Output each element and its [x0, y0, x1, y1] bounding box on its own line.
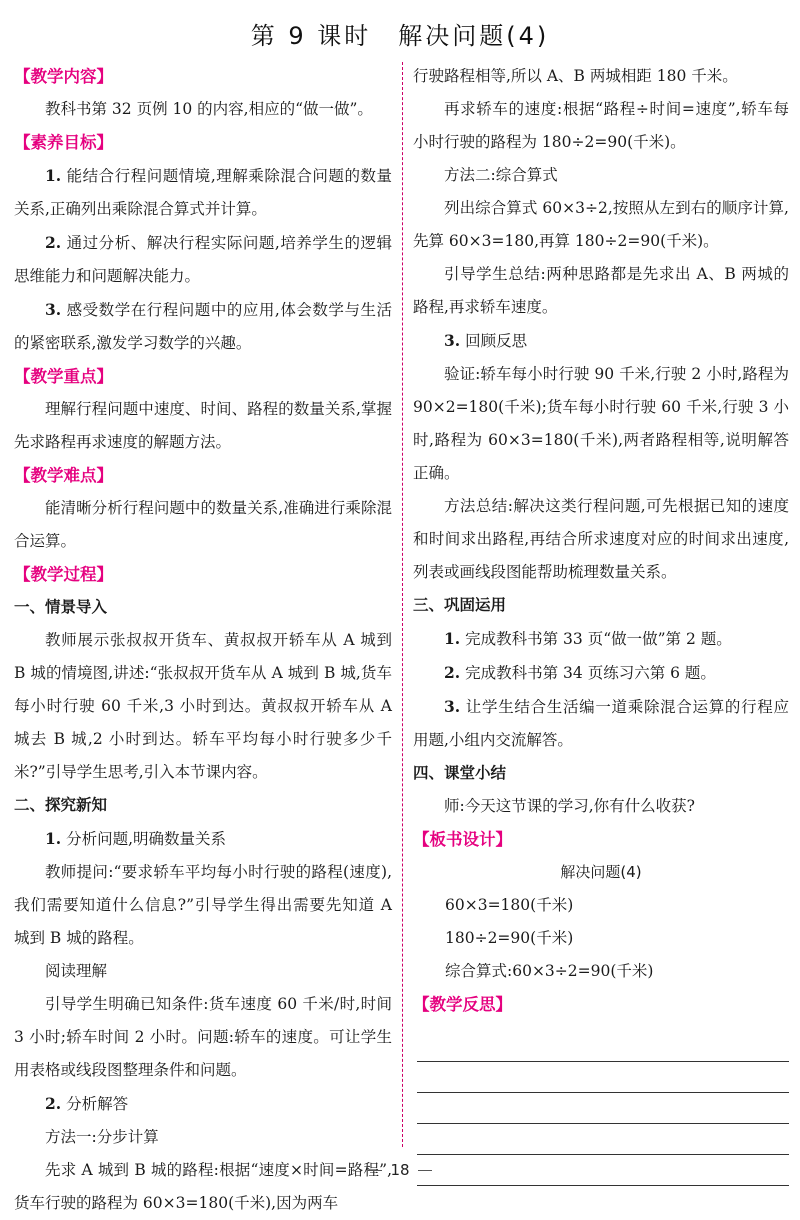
goal-2-number: 2.: [45, 233, 62, 252]
step-2-1-text: 分析问题,明确数量关系: [61, 830, 227, 848]
section-4-text: 师:今天这节课的学习,你有什么收获?: [444, 797, 695, 815]
difficulties-text: 能清晰分析行程问题中的数量关系,准确进行乘除混合运算。: [14, 499, 392, 550]
page-number: 18: [390, 1161, 410, 1179]
consolidate-2-text: 完成教科书第 34 页练习六第 6 题。: [460, 664, 716, 682]
step-2-2-number: 2.: [45, 1094, 62, 1113]
heading-literacy-goals: 【素养目标】: [14, 133, 113, 152]
writing-line: [417, 1124, 789, 1155]
step-2-3-number: 3.: [444, 331, 461, 350]
consolidate-1: [413, 622, 789, 656]
goal-2-text: 通过分析、解决行程实际问题,培养学生的逻辑思维能力和问题解决能力。: [14, 234, 392, 285]
page-footer: [0, 1161, 800, 1179]
section-2-title: 二、探究新知: [14, 796, 108, 814]
board-line-2: 180÷2=90(千米): [445, 929, 574, 947]
heading-reflection: 【教学反思】: [413, 995, 512, 1014]
key-points-text: 理解行程问题中速度、时间、路程的数量关系,掌握先求路程再求速度的解题方法。: [14, 400, 392, 451]
step-2-1-paragraph: 教师提问:“要求轿车平均每小时行驶的路程(速度),我们需要知道什么信息?”引导学生得出需要先知道 A 城到 B 城的路程。: [14, 863, 392, 947]
goal-1-text: 能结合行程问题情境,理解乘除混合问题的数量关系,正确列出乘除混合算式并计算。: [14, 167, 392, 218]
consolidate-1-text: 完成教科书第 33 页“做一做”第 2 题。: [460, 630, 732, 648]
section-1-text: 教师展示张叔叔开货车、黄叔叔开轿车从 A 城到 B 城的情境图,讲述:“张叔叔开货车从 A 城到 B 城,货车每小时行驶 60 千米,3 小时到达。黄叔叔开轿车从 A 城去 B 城,2 小时到达。轿车平均每小时行驶多少千米?”引导学生思考,引入本节课内容。: [14, 631, 392, 781]
board-line-1: 60×3=180(千米): [445, 896, 574, 914]
method-2-paragraph: 列出综合算式 60×3÷2,按照从左到右的顺序计算,先算 60×3=180,再算 180÷2=90(千米)。: [413, 199, 789, 250]
verify-paragraph: 验证:轿车每小时行驶 90 千米,行驶 2 小时,路程为 90×2=180(千米);货车每小时行驶 60 千米,行驶 3 小时,路程为 60×3=180(千米),两者路程相等,说明解答正确。: [413, 365, 789, 482]
board-line-3: 综合算式:60×3÷2=90(千米): [445, 962, 654, 980]
heading-difficulties: 【教学难点】: [14, 466, 113, 485]
consolidate-3-number: 3.: [444, 697, 461, 716]
heading-board-design: 【板书设计】: [413, 830, 512, 849]
method-summary-paragraph: 方法总结:解决这类行程问题,可先根据已知的速度和时间求出路程,再结合所求速度对应的时间求出速度,列表或画线段图能帮助梳理数量关系。: [413, 497, 789, 581]
column-divider: [402, 62, 403, 1147]
goal-2: [14, 226, 392, 293]
goal-3-text: 感受数学在行程问题中的应用,体会数学与生活的紧密联系,激发学习数学的兴趣。: [14, 301, 392, 352]
consolidate-2: [413, 656, 789, 690]
consolidate-2-number: 2.: [444, 663, 461, 682]
writing-line: [417, 1093, 789, 1124]
step-2-3-text: 回顾反思: [460, 332, 528, 350]
method-2-label: 方法二:综合算式: [444, 166, 558, 184]
method-1-label: 方法一:分步计算: [45, 1128, 159, 1146]
teaching-content-text: 教科书第 32 页例 10 的内容,相应的“做一做”。: [45, 100, 373, 118]
reading-label: 阅读理解: [45, 962, 108, 980]
footer-dash-right: [418, 1170, 432, 1171]
goal-1-number: 1.: [45, 166, 62, 185]
consolidate-3: [413, 690, 789, 757]
goal-3-number: 3.: [45, 300, 62, 319]
step-2-2-text: 分析解答: [61, 1095, 129, 1113]
consolidate-1-number: 1.: [444, 629, 461, 648]
heading-key-points: 【教学重点】: [14, 367, 113, 386]
board-title: 解决问题(4): [560, 863, 642, 881]
goal-1: [14, 159, 392, 226]
page-title: 第 9 课时 解决问题(4): [250, 22, 550, 50]
heading-teaching-process: 【教学过程】: [14, 565, 113, 584]
right-column: [413, 60, 789, 1186]
footer-dash-left: [368, 1170, 382, 1171]
continued-paragraph: 行驶路程相等,所以 A、B 两城相距 180 千米。: [413, 67, 738, 85]
consolidate-3-text: 让学生结合生活编一道乘除混合运算的行程应用题,小组内交流解答。: [413, 698, 789, 749]
heading-teaching-content: 【教学内容】: [14, 67, 113, 86]
left-column: [14, 60, 392, 1220]
goal-3: [14, 293, 392, 360]
step-2-1: [14, 822, 392, 856]
section-1-title: 一、情景导入: [14, 598, 108, 616]
section-4-title: 四、课堂小结: [413, 764, 507, 782]
reading-paragraph: 引导学生明确已知条件:货车速度 60 千米/时,时间 3 小时;轿车时间 2 小时。问题:轿车的速度。可让学生用表格或线段图整理条件和问题。: [14, 995, 392, 1079]
writing-line: [417, 1031, 789, 1062]
speed-paragraph: 再求轿车的速度:根据“路程÷时间=速度”,轿车每小时行驶的路程为 180÷2=90(千米)。: [413, 100, 789, 151]
summary-paragraph: 引导学生总结:两种思路都是先求出 A、B 两城的路程,再求轿车速度。: [413, 265, 789, 316]
section-3-title: 三、巩固运用: [413, 596, 507, 614]
step-2-1-number: 1.: [45, 829, 62, 848]
step-2-3: [413, 324, 789, 358]
method-1-paragraph: 先求 A 城到 B 城的路程:根据“速度×时间=路程”,货车行驶的路程为 60×3=180(千米),因为两车: [14, 1161, 392, 1212]
step-2-2: [14, 1087, 392, 1121]
writing-line: [417, 1062, 789, 1093]
